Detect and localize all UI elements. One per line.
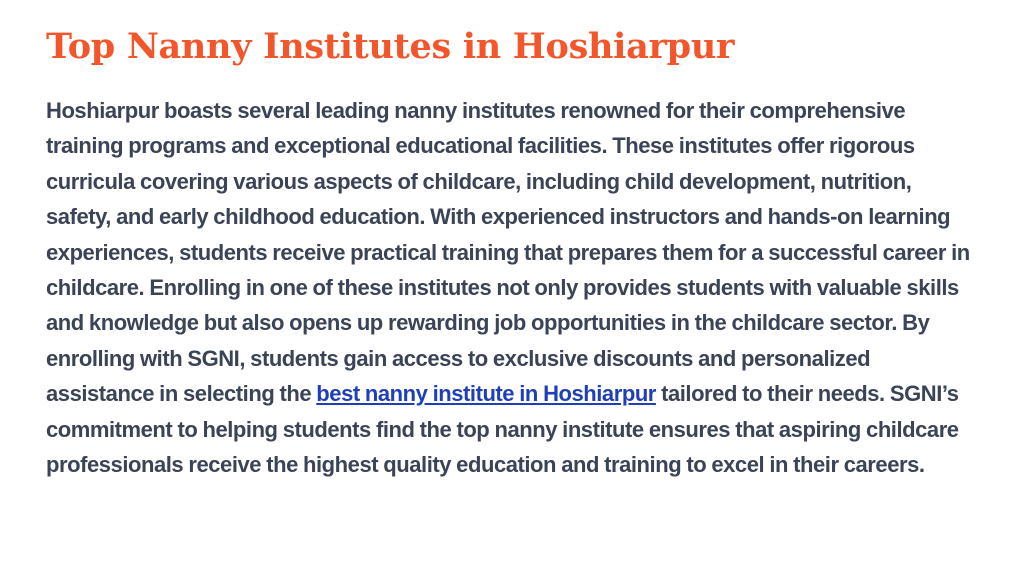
best-nanny-institute-link[interactable]: best nanny institute in Hoshiarpur: [316, 381, 656, 407]
paragraph-text-before-link: Hoshiarpur boasts several leading nanny institutes renowned for their comprehensive training programs and exceptional educational facilities. These institutes offer rigorous curricula covering various aspects of childcare, including child development, nutrition, safety, and early childhood education. With experienced instructors and hands-on learning experiences, students receive practical training that prepares them for a successful career in childcare. Enrolling in one of these institutes not only provides students with valuable skills and knowledge but also opens up rewarding job opportunities in the childcare sector. By enrolling with SGNI, students gain access to exclusive discounts and personalized assistance in selecting the: [46, 98, 970, 407]
slide-title: Top Nanny Institutes in Hoshiarpur: [46, 26, 735, 67]
paragraph-text-after-link: tailored to their needs. SGNI’s commitment to helping students find the top nanny institute ensures that aspiring childcare professionals receive the highest quality education and training to excel in their careers.: [46, 381, 959, 478]
body-paragraph: [46, 93, 981, 482]
